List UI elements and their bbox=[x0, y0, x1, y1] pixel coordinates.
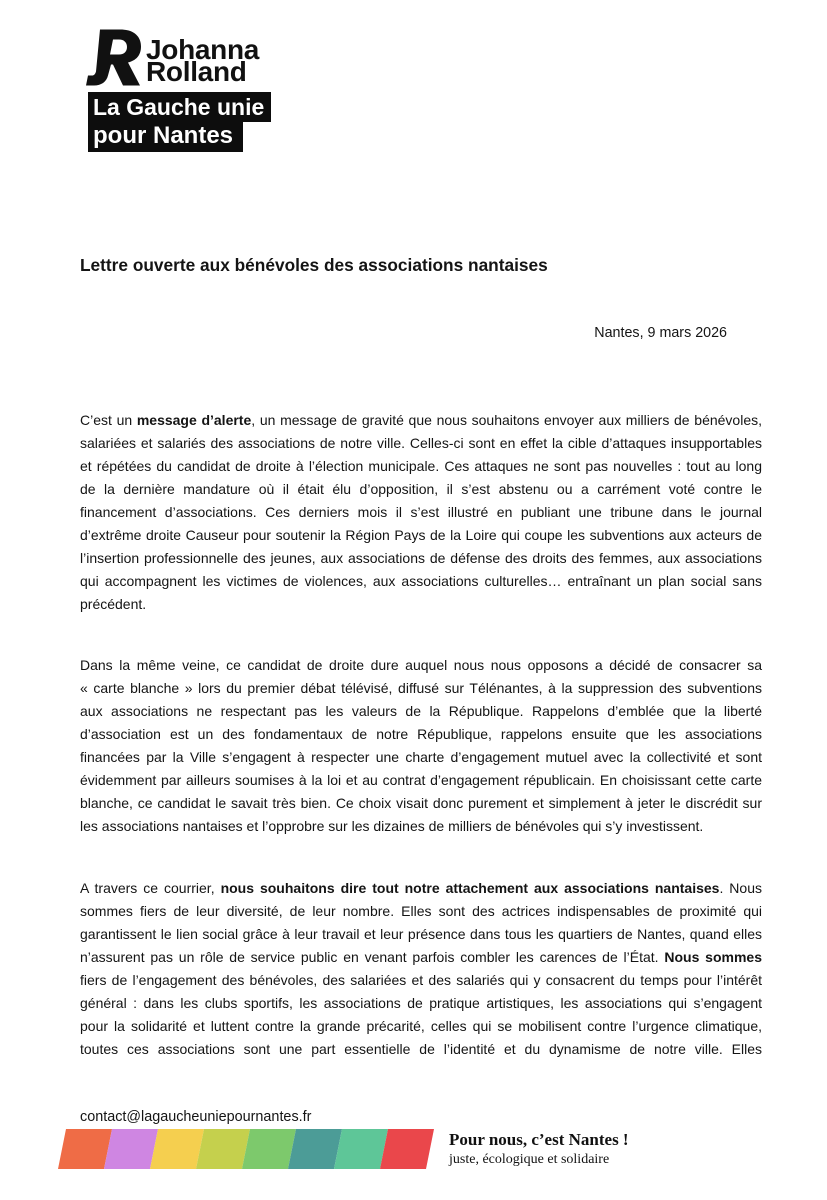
paragraph-line: financement d’associations. Ces derniers mois il s’est illustré en publiant une tribune dans le journal bbox=[80, 504, 762, 520]
paragraph-line: l’insertion professionnelle des jeunes, aux associations de défense des droits des femmes, aux associations bbox=[80, 550, 762, 566]
paragraph-line: pour la solidarité et luttent contre la grande précarité, celles qui se mobilisent contre l’urgence climatique, bbox=[80, 1018, 762, 1034]
paragraph-line: d’association est un des fondamentaux de notre République, rappelons ensuite que les associations bbox=[80, 726, 762, 742]
paragraph-1 bbox=[80, 409, 762, 616]
color-stripe-segment bbox=[242, 1129, 296, 1169]
letter-title: Lettre ouverte aux bénévoles des associations nantaises bbox=[80, 255, 548, 275]
color-stripe-segment bbox=[150, 1129, 204, 1169]
campaign-logo bbox=[0, 0, 300, 160]
paragraph-2 bbox=[80, 654, 762, 838]
color-stripe-segment bbox=[334, 1129, 388, 1169]
color-stripe-segment bbox=[288, 1129, 342, 1169]
paragraph-line: financées par la Ville s’engagent à respecter une charte d’engagement mutuel avec la collectivité et sont bbox=[80, 749, 762, 765]
paragraph-line: fiers de l’engagement des bénévoles, des salariées et des salariés qui y consacrent du temps pour l’intérêt bbox=[80, 972, 762, 988]
logo-r-mark-shape bbox=[86, 30, 141, 86]
footer-slogan: Pour nous, c’est Nantes ! bbox=[449, 1130, 629, 1149]
logo-banner-line-2: pour Nantes bbox=[88, 121, 243, 152]
bold-text-run: Nous sommes bbox=[664, 949, 762, 965]
paragraph-line: aux associations ne respectant pas les valeurs de la République. Rappelons d’emblée que la liberté bbox=[80, 703, 762, 719]
paragraph-line: général : dans les clubs sportifs, les associations de pratique artistiques, les associations qui s’engagent bbox=[80, 995, 762, 1011]
text-run: n’assurent pas un rôle de service public en venant parfois combler les carences de l’État. bbox=[80, 949, 665, 965]
color-stripe-segment bbox=[104, 1129, 158, 1169]
paragraph-line: évidemment par ailleurs soumises à la loi et au contrat d’engagement républicain. En choisissant cette carte bbox=[80, 772, 762, 788]
color-stripe-band bbox=[58, 1129, 438, 1169]
paragraph-3 bbox=[80, 877, 762, 1061]
letter-place-date: Nantes, 9 mars 2026 bbox=[594, 325, 727, 341]
logo-name-first: Johanna bbox=[146, 34, 260, 65]
paragraph-line: qui accompagnent les victimes de violences, aux associations culturelles… entraînant un plan social sans bbox=[80, 573, 762, 589]
paragraph-line: sommes fiers de leur diversité, de leur nombre. Elles sont des actrices indispensables de proximité qui bbox=[80, 903, 762, 919]
text-run: A travers ce courrier, bbox=[80, 880, 221, 896]
bold-text-run: message d’alerte bbox=[136, 412, 252, 428]
color-stripe-segment bbox=[380, 1129, 434, 1169]
paragraph-line: salariées et salariés des associations de notre ville. Celles-ci sont en effet la cible d’attaques insupportables bbox=[80, 435, 762, 451]
paragraph-line: blanche, ce candidat le savait très bien. Ce choix visait donc purement et simplement à jeter le discrédit sur bbox=[80, 795, 762, 811]
footer-tagline: juste, écologique et solidaire bbox=[449, 1152, 610, 1167]
text-run: . Nous bbox=[719, 880, 762, 896]
bold-text-run: nous souhaitons dire tout notre attachement aux associations nantaises bbox=[220, 880, 720, 896]
paragraph-line bbox=[80, 877, 762, 900]
paragraph-line bbox=[80, 409, 762, 432]
paragraph-line bbox=[80, 946, 762, 969]
color-stripe-segment bbox=[58, 1129, 112, 1169]
paragraph-line: précédent. bbox=[80, 596, 147, 612]
logo-r-mark bbox=[86, 29, 142, 86]
paragraph-line: d’extrême droite Causeur pour soutenir la Région Pays de la Loire qui coupe les subventions aux acteurs de bbox=[80, 527, 762, 543]
logo-banner-line-1: La Gauche unie bbox=[88, 92, 271, 122]
text-run: , un message de gravité que nous souhaitons envoyer aux milliers de bénévoles, bbox=[251, 412, 762, 428]
paragraph-line: et répétées du candidat de droite à l’élection municipale. Ces attaques ne sont pas nouvelles : tout au long bbox=[80, 458, 762, 474]
logo-name-last: Rolland bbox=[146, 56, 247, 87]
color-stripe-segment bbox=[196, 1129, 250, 1169]
paragraph-line: « carte blanche » lors du premier débat télévisé, diffusé sur Télénantes, à la suppression des subventions bbox=[80, 680, 762, 696]
paragraph-line: de la dernière mandature où il était élu d’opposition, il s’est abstenu ou a carrément voté contre le bbox=[80, 481, 762, 497]
text-run: C’est un bbox=[80, 412, 137, 428]
paragraph-line: Dans la même veine, ce candidat de droite dure auquel nous nous opposons a décidé de consacrer sa bbox=[80, 657, 762, 673]
paragraph-line: les associations nantaises et l’opprobre sur les dizaines de milliers de bénévoles qui s’y investissent. bbox=[80, 818, 704, 834]
paragraph-line: toutes ces associations sont une part essentielle de l’identité et du dynamisme de notre ville. Elles bbox=[80, 1041, 762, 1057]
paragraph-line: garantissent le lien social grâce à leur travail et leur présence dans tous les quartiers de Nantes, quand elles bbox=[80, 926, 762, 942]
contact-email: contact@lagaucheuniepournantes.fr bbox=[80, 1109, 312, 1125]
